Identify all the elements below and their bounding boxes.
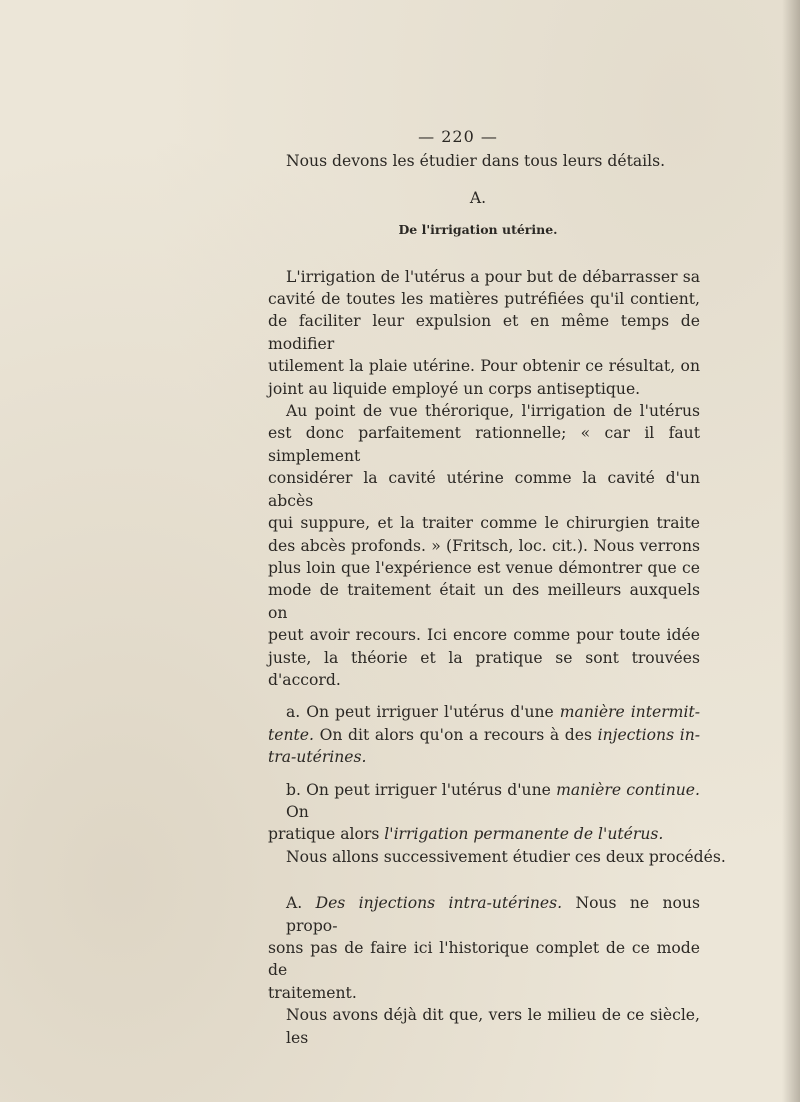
para2-line: qui suppure, et la traiter comme le chirurgien traite — [268, 514, 700, 533]
line-after-b: Nous allons successivement étudier ces deux procédés. — [286, 847, 726, 866]
paragraph-A — [268, 892, 700, 1049]
para-A-line-2: sons pas de faire ici l'historique complet de ce mode de — [268, 939, 700, 980]
paragraph-2 — [268, 400, 700, 691]
item-b-suffix: On — [286, 802, 309, 821]
para2-line: considérer la cavité utérine comme la cavité d'un abcès — [268, 469, 700, 510]
item-b-italic-2: l'irrigation permanente de l'utérus. — [384, 825, 664, 844]
item-a-line-2 — [268, 724, 700, 746]
item-a-middle: On dit alors qu'on a recours à des — [319, 725, 592, 744]
item-a-italic-3: injections in- — [597, 725, 701, 744]
item-b — [268, 779, 726, 869]
para1-line: de faciliter leur expulsion et en même temps de modifier — [268, 312, 700, 353]
item-b-line-1 — [268, 779, 700, 824]
item-a — [268, 701, 700, 768]
para1-line: utilement la plaie utérine. Pour obtenir ce résultat, on — [268, 357, 700, 376]
item-a-italic-1: manière intermit- — [559, 703, 700, 722]
intro-line: Nous devons les étudier dans tous leurs détails. — [286, 152, 666, 171]
para-A-rest: Nous ne nous propo- — [286, 894, 700, 935]
section-title: De l'irrigation utérine. — [398, 222, 558, 238]
last-line: Nous avons déjà dit que, vers le milieu de ce siècle, les — [286, 1006, 700, 1047]
para1-line: L'irrigation de l'utérus a pour but de débarrasser sa — [286, 267, 700, 286]
item-b-prefix: b. On peut irriguer l'utérus d'une — [286, 780, 551, 799]
item-a-prefix: a. On peut irriguer l'utérus d'une — [286, 703, 554, 722]
item-a-line-1 — [268, 701, 700, 723]
item-b-italic-1: manière continue. — [556, 780, 700, 799]
para2-line: des abcès profonds. » (Fritsch, loc. cit.). Nous verrons — [268, 536, 700, 555]
para-A-line-1 — [268, 892, 700, 937]
item-b-line2-prefix: pratique alors — [268, 825, 380, 844]
item-a-italic-4: tra-utérines. — [268, 748, 367, 767]
para-A-prefix: A. — [286, 894, 303, 913]
paragraph-1 — [268, 266, 700, 400]
para1-line: cavité de toutes les matières putréfiées qu'il contient, — [268, 290, 700, 309]
para2-line: juste, la théorie et la pratique se sont trouvées d'accord. — [268, 648, 700, 689]
para1-line: joint au liquide employé un corps antiseptique. — [268, 379, 641, 398]
page-number: — 220 — — [418, 127, 498, 146]
para-A-italic: Des injections intra-utérines. — [315, 894, 563, 913]
item-b-line-2 — [268, 823, 700, 845]
para2-line: plus loin que l'expérience est venue démontrer que ce — [268, 558, 700, 577]
para2-line: est donc parfaitement rationnelle; « car il faut simplement — [268, 424, 700, 465]
para2-line: peut avoir recours. Ici encore comme pour toute idée — [268, 626, 700, 645]
page-edge-shadow — [782, 0, 800, 1102]
para2-line: Au point de vue thérorique, l'irrigation de l'utérus — [286, 402, 700, 421]
text-block — [268, 126, 726, 1049]
item-a-line-3 — [268, 746, 700, 768]
para-A-line-3: traitement. — [268, 983, 357, 1002]
para2-line: mode de traitement était un des meilleurs auxquels on — [268, 581, 700, 622]
section-letter: A. — [469, 188, 487, 207]
item-a-italic-2: tente. — [268, 725, 314, 744]
